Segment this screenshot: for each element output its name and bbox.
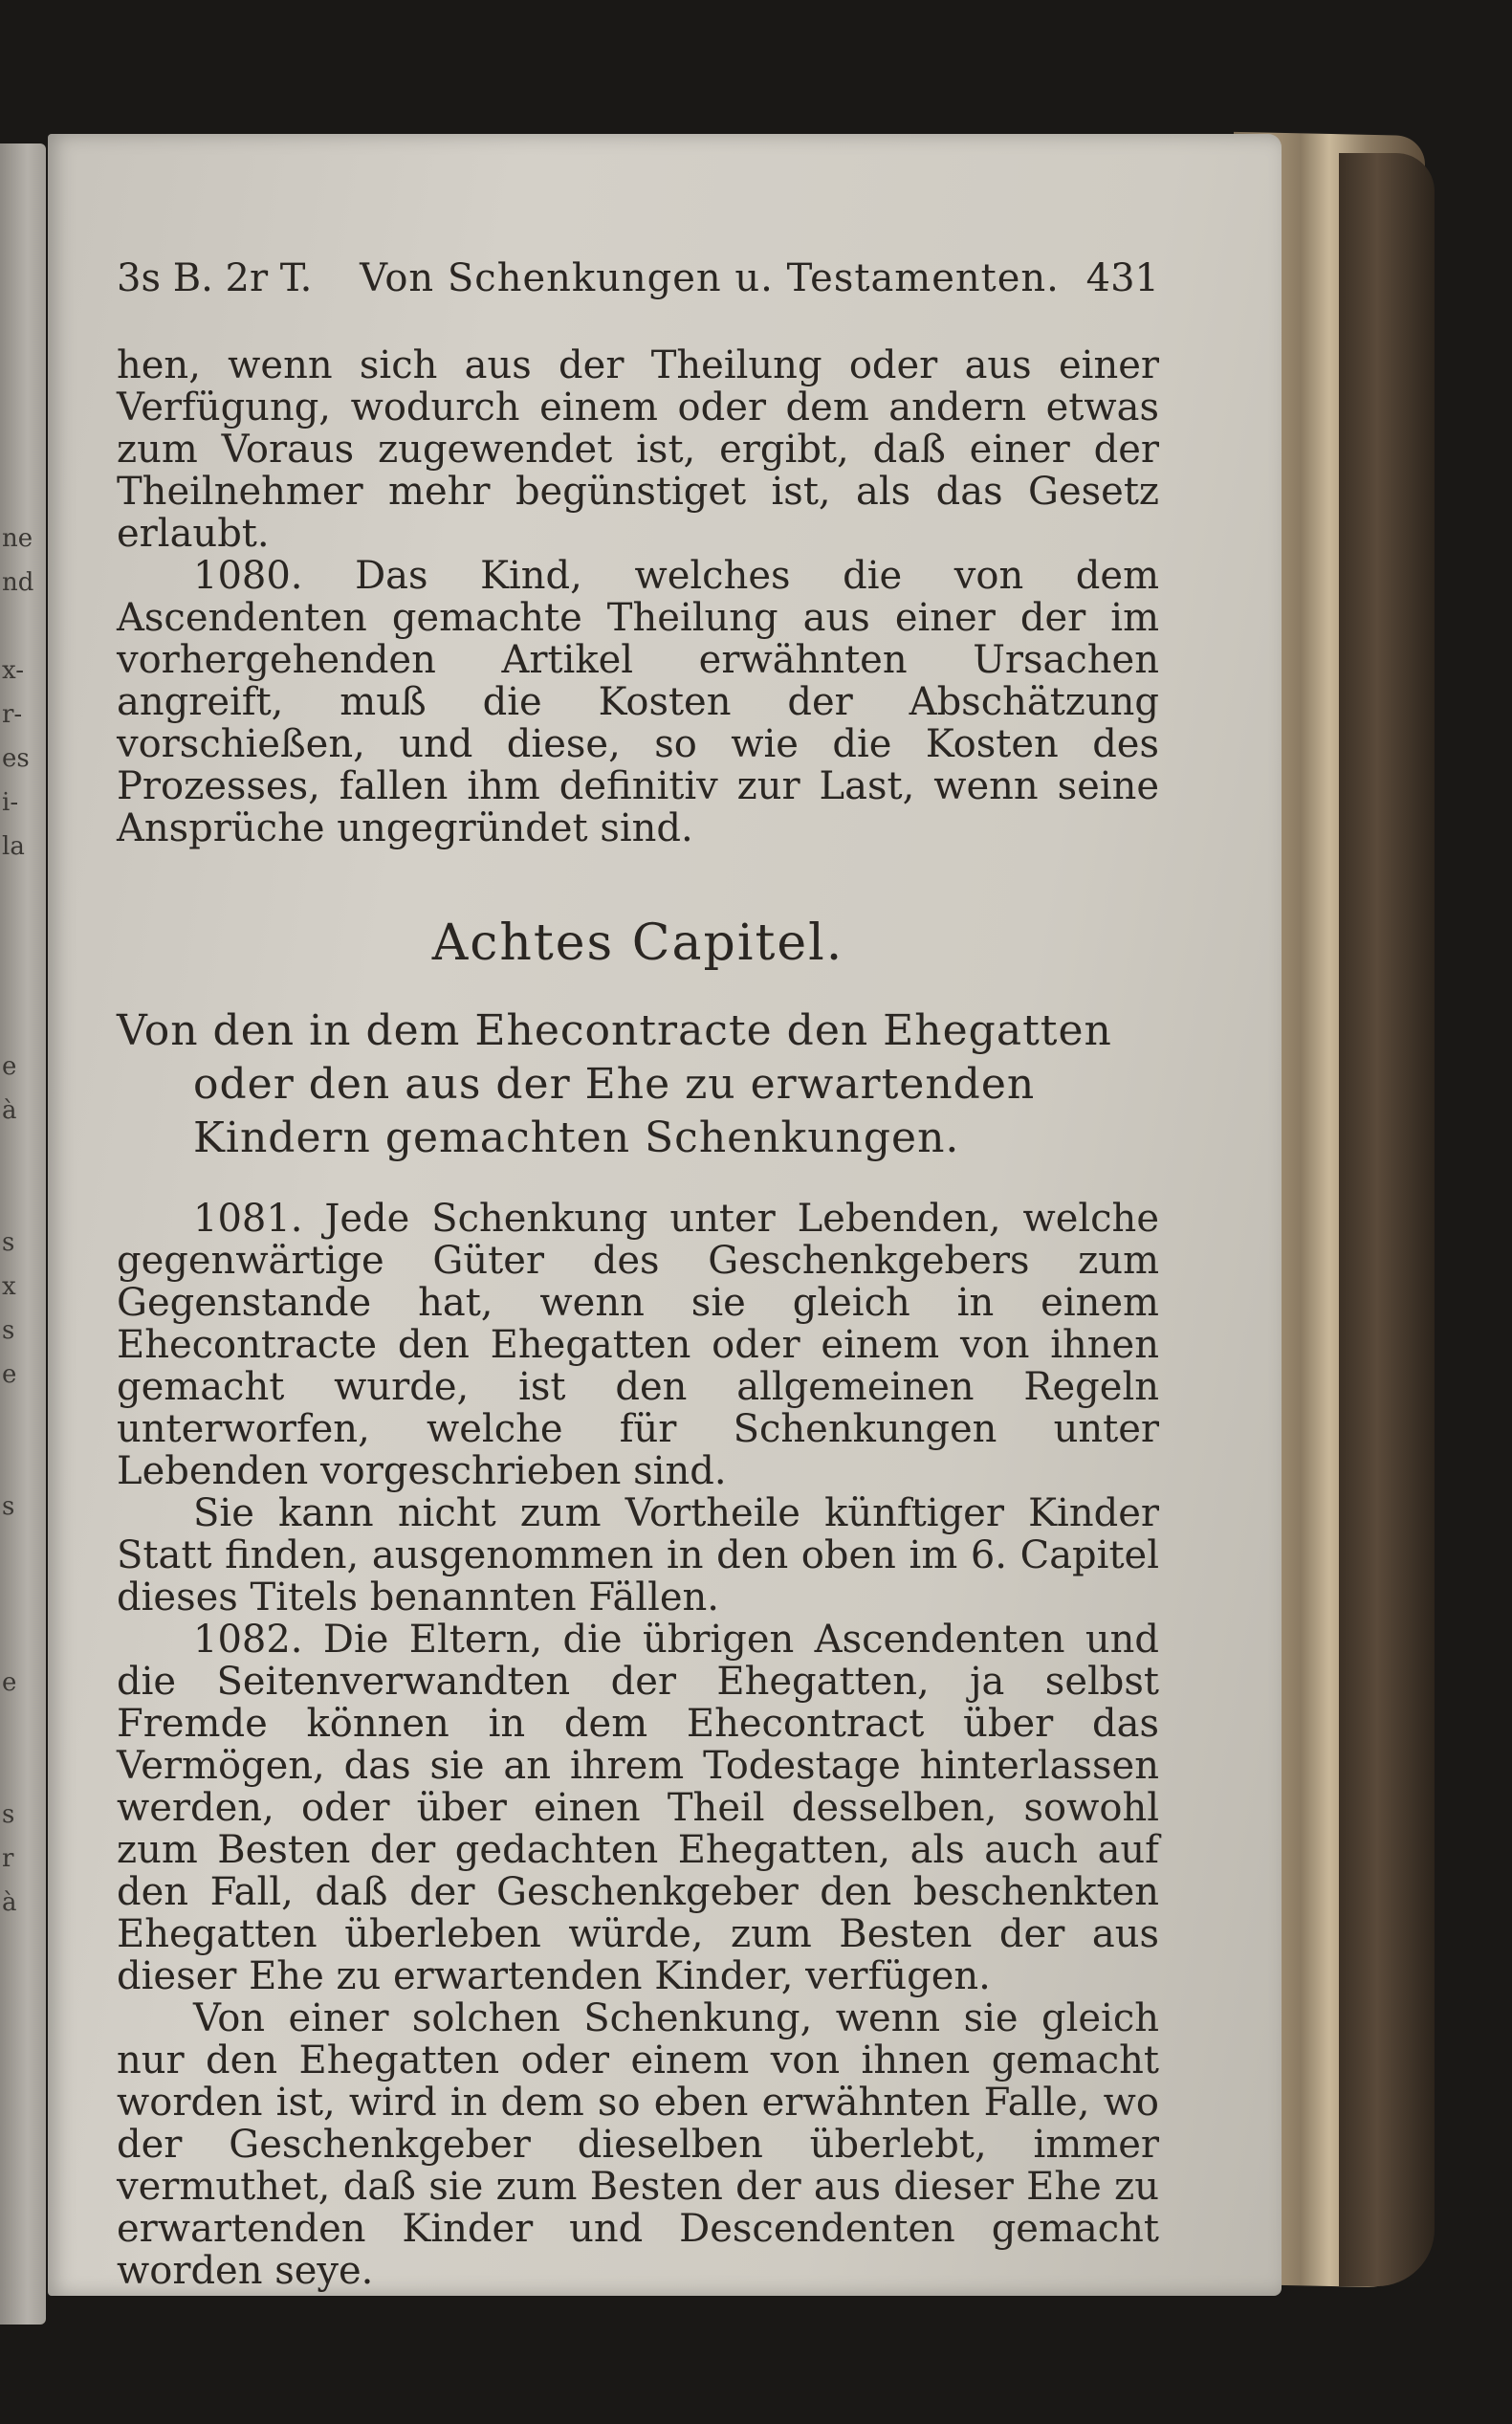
- chapter-subtitle: Von den in dem Ehecontracte den Ehegatten oder den aus der Ehe zu erwartenden Kindern gemachten Schenkungen.: [117, 1006, 1112, 1162]
- left-page-fragment: [2, 1133, 40, 1177]
- left-page-fragment: [2, 957, 40, 1001]
- left-page-fragment: la: [2, 832, 25, 861]
- left-page-fragment: r-: [2, 700, 23, 729]
- left-page-fragment: es: [2, 744, 30, 773]
- running-head: [117, 256, 1159, 300]
- paragraph: 1080. Das Kind, welches die von dem Ascendenten gemachte Theilung aus einer der im vorhergehenden Artikel erwähnten Ursachen angreift, muß die Kosten der Abschätzung vorschießen, und diese, so wie die Kosten des Prozesses, fallen ihm definitiv zur Last, wenn seine Ansprüche ungegründet sind.: [117, 554, 1159, 850]
- left-page: [0, 143, 46, 2325]
- left-page-fragment: [2, 1749, 40, 1793]
- left-page-fragment: [2, 605, 40, 649]
- section-label: 3s B. 2r T.: [117, 256, 313, 300]
- left-page-fragment: i-: [2, 788, 19, 817]
- left-page-fragment: s: [2, 1316, 15, 1345]
- running-title: Von Schenkungen u. Testamenten.: [360, 256, 1060, 300]
- left-page-fragment: [2, 1397, 40, 1441]
- page-content: [117, 256, 1159, 2292]
- book-cover: [1339, 153, 1435, 2286]
- left-page-fragment: ne: [2, 524, 33, 553]
- paragraph: 1081. Jede Schenkung unter Lebenden, welche gegenwärtige Güter des Geschenkgebers zum Gegenstande hat, wenn sie gleich in einem Ehecontracte den Ehegatten oder einem von ihnen gemacht wurde, ist den allgemeinen Regeln unterworfen, welche für Schenkungen unter Lebenden vorgeschrieben sind.: [117, 1197, 1159, 1493]
- left-page-fragment: nd: [2, 568, 34, 597]
- left-page-fragment: [2, 913, 40, 957]
- left-page-fragment: [2, 1617, 40, 1661]
- left-page-fragment: s: [2, 1228, 15, 1257]
- right-page: [48, 134, 1282, 2296]
- left-page-fragment: s: [2, 1492, 15, 1521]
- left-page-fragment: e: [2, 1668, 17, 1697]
- paragraph: hen, wenn sich aus der Theilung oder aus einer Verfügung, wodurch einem oder dem andern etwas zum Voraus zugewendet ist, ergibt, daß einer der Theilnehmer mehr begünstiget ist, als das Gesetz erlaubt.: [117, 343, 1159, 556]
- left-page-fragment: [2, 1529, 40, 1573]
- paragraph: Von einer solchen Schenkung, wenn sie gleich nur den Ehegatten oder einem von ihnen gemacht worden ist, wird in dem so eben erwähnten Falle, wo der Geschenkgeber dieselben überlebt, immer vermuthet, daß sie zum Besten der aus dieser Ehe zu erwartenden Kinder und Descendenten gemacht worden seye.: [117, 1996, 1159, 2293]
- left-page-fragment: [2, 869, 40, 913]
- paragraphs-top: [117, 344, 1159, 849]
- left-page-fragment: [2, 1573, 40, 1617]
- left-page-fragment: à: [2, 1096, 17, 1125]
- left-page-fragment: [2, 1705, 40, 1749]
- page-number: 431: [1085, 256, 1159, 300]
- left-page-fragment: [2, 1177, 40, 1221]
- paragraph: 1082. Die Eltern, die übrigen Ascendenten und die Seitenverwandten der Ehegatten, ja selbst Fremde können in dem Ehecontract über das Vermögen, das sie an ihrem Todestage hinterlassen werden, oder über einen Theil desselben, sowohl zum Besten der gedachten Ehegatten, als auch auf den Fall, daß der Geschenkgeber den beschenkten Ehegatten überleben würde, zum Besten der aus dieser Ehe zu erwartenden Kinder, verfügen.: [117, 1618, 1159, 1998]
- chapter-title: Achtes Capitel.: [431, 915, 844, 972]
- left-page-fragment: x-: [2, 656, 24, 685]
- left-page-fragment: [2, 1441, 40, 1485]
- left-page-fragment: [2, 1001, 40, 1045]
- left-page-fragment: e: [2, 1360, 17, 1389]
- left-page-fragments: [2, 517, 40, 1925]
- left-page-fragment: e: [2, 1052, 17, 1081]
- left-page-fragment: x: [2, 1272, 16, 1301]
- left-page-fragment: s: [2, 1800, 15, 1829]
- paragraph: Sie kann nicht zum Vortheile künftiger Kinder Statt finden, ausgenommen in den oben im 6. Capitel dieses Titels benannten Fällen.: [117, 1491, 1159, 1620]
- paragraphs-bottom: [117, 1198, 1159, 2292]
- left-page-fragment: à: [2, 1888, 17, 1917]
- left-page-fragment: r: [2, 1844, 14, 1873]
